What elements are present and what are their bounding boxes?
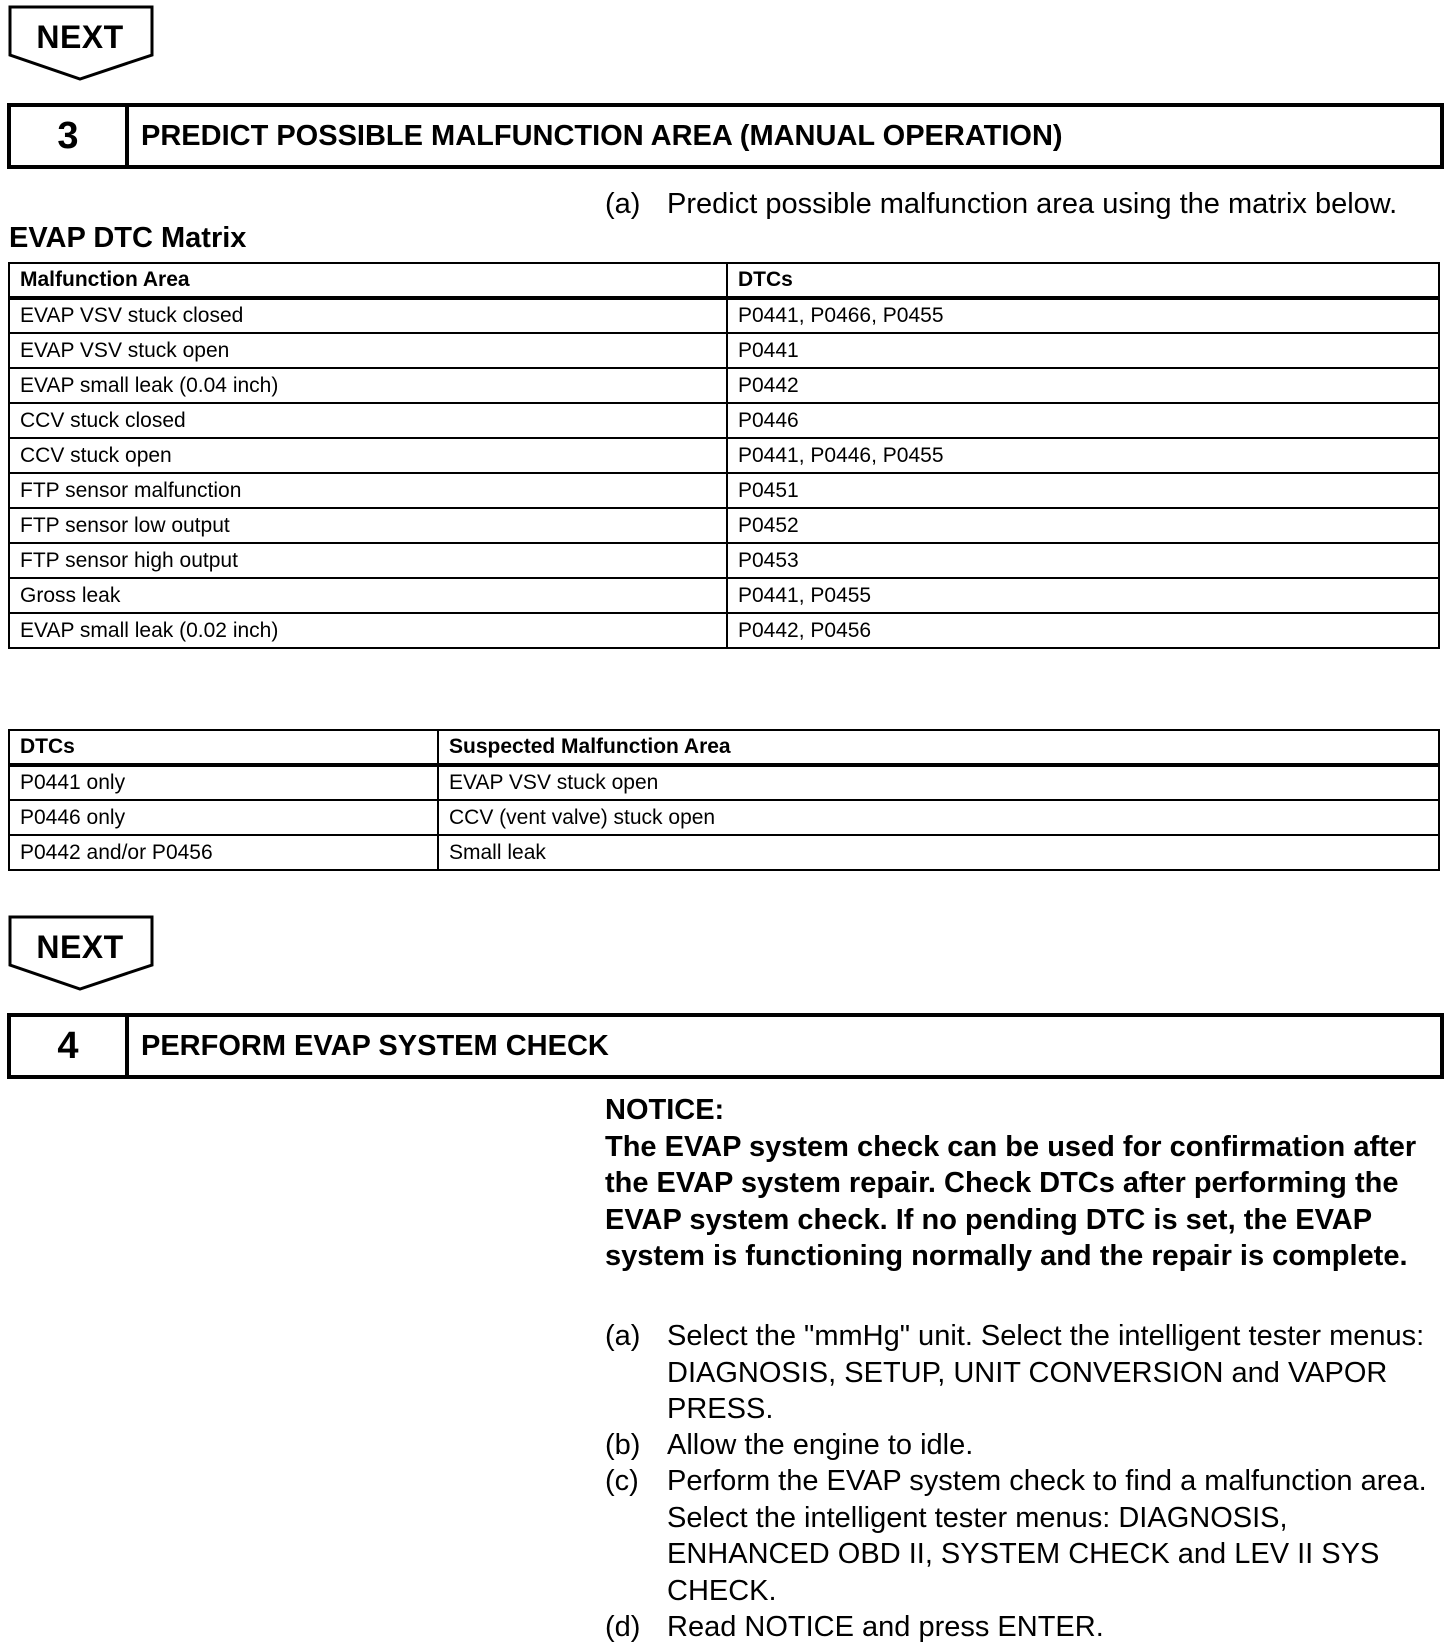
step-label: (c) xyxy=(605,1465,639,1497)
table-row xyxy=(9,473,1439,508)
table-cell: P0441, P0455 xyxy=(727,578,1439,613)
table-cell: CCV (vent valve) stuck open xyxy=(438,800,1439,835)
table-cell: CCV stuck closed xyxy=(9,403,727,438)
table-row xyxy=(9,800,1439,835)
step-text: Predict possible malfunction area using the matrix below. xyxy=(667,188,1398,220)
table-cell: Gross leak xyxy=(9,578,727,613)
table-row xyxy=(9,543,1439,578)
step-3-instruction xyxy=(605,186,1445,223)
matrix-title: EVAP DTC Matrix xyxy=(9,222,247,254)
table-row xyxy=(9,333,1439,368)
step-4-header xyxy=(7,1013,1444,1079)
next-label: NEXT xyxy=(36,929,124,965)
table-cell: P0453 xyxy=(727,543,1439,578)
suspected-area-table xyxy=(8,729,1440,871)
step-4-a xyxy=(605,1318,1445,1428)
table-cell: FTP sensor low output xyxy=(9,508,727,543)
table-row xyxy=(9,835,1439,870)
table-cell: FTP sensor malfunction xyxy=(9,473,727,508)
step-label: (a) xyxy=(605,1320,641,1352)
step-title: PREDICT POSSIBLE MALFUNCTION AREA (MANUAL OPERATION) xyxy=(141,119,1063,152)
table-row xyxy=(9,403,1439,438)
step-number: 4 xyxy=(11,1017,129,1075)
column-header: DTCs xyxy=(9,730,438,765)
table-cell: P0446 xyxy=(727,403,1439,438)
table-cell: P0441 only xyxy=(9,765,438,800)
step-text: Read NOTICE and press ENTER. xyxy=(667,1611,1104,1643)
column-header: Suspected Malfunction Area xyxy=(438,730,1439,765)
column-header: Malfunction Area xyxy=(9,263,727,298)
next-label: NEXT xyxy=(36,19,124,55)
step-label: (d) xyxy=(605,1611,641,1643)
step-title: PERFORM EVAP SYSTEM CHECK xyxy=(141,1029,609,1062)
step-text: Allow the engine to idle. xyxy=(667,1429,974,1461)
table-cell: EVAP small leak (0.02 inch) xyxy=(9,613,727,648)
table-cell: P0441 xyxy=(727,333,1439,368)
table-cell: FTP sensor high output xyxy=(9,543,727,578)
table-cell: EVAP VSV stuck closed xyxy=(9,298,727,333)
notice-heading: NOTICE: xyxy=(605,1094,725,1126)
table-cell: Small leak xyxy=(438,835,1439,870)
table-cell: P0442 xyxy=(727,368,1439,403)
step-label: (b) xyxy=(605,1429,641,1461)
table-row xyxy=(9,438,1439,473)
column-header: DTCs xyxy=(727,263,1439,298)
step-3-header xyxy=(7,103,1444,169)
table-row xyxy=(9,613,1439,648)
notice-block xyxy=(605,1092,1445,1275)
next-button[interactable] xyxy=(8,5,156,85)
evap-dtc-matrix xyxy=(8,262,1440,649)
table-cell: P0441, P0466, P0455 xyxy=(727,298,1439,333)
notice-text: The EVAP system check can be used for confirmation after the EVAP system repair. Check DTCs after performing the EVAP system check. If no pending DTC is set, the EVAP system is functioning normally and the repair is complete. xyxy=(605,1130,1417,1272)
step-label: (a) xyxy=(605,188,641,220)
step-text: Perform the EVAP system check to find a malfunction area. Select the intelligent tester menus: DIAGNOSIS, ENHANCED OBD II, SYSTEM CHECK and LEV II SYS CHECK. xyxy=(667,1465,1427,1607)
table-cell: EVAP VSV stuck open xyxy=(438,765,1439,800)
table-row xyxy=(9,298,1439,333)
step-text: Select the "mmHg" unit. Select the intelligent tester menus: DIAGNOSIS, SETUP, UNIT CONVERSION and VAPOR PRESS. xyxy=(667,1320,1425,1425)
table-cell: P0452 xyxy=(727,508,1439,543)
table-cell: P0446 only xyxy=(9,800,438,835)
table-row xyxy=(9,508,1439,543)
table-header-row xyxy=(9,263,1439,298)
table-cell: EVAP small leak (0.04 inch) xyxy=(9,368,727,403)
table-header-row xyxy=(9,730,1439,765)
step-number: 3 xyxy=(11,107,129,165)
table-row xyxy=(9,765,1439,800)
table-cell: P0442, P0456 xyxy=(727,613,1439,648)
next-button[interactable] xyxy=(8,915,156,995)
table-row xyxy=(9,368,1439,403)
table-cell: P0441, P0446, P0455 xyxy=(727,438,1439,473)
table-cell: P0451 xyxy=(727,473,1439,508)
table-cell: EVAP VSV stuck open xyxy=(9,333,727,368)
step-4-d xyxy=(605,1609,1445,1646)
table-row xyxy=(9,578,1439,613)
step-4-b xyxy=(605,1427,1445,1464)
table-cell: P0442 and/or P0456 xyxy=(9,835,438,870)
step-4-c xyxy=(605,1463,1445,1609)
table-cell: CCV stuck open xyxy=(9,438,727,473)
